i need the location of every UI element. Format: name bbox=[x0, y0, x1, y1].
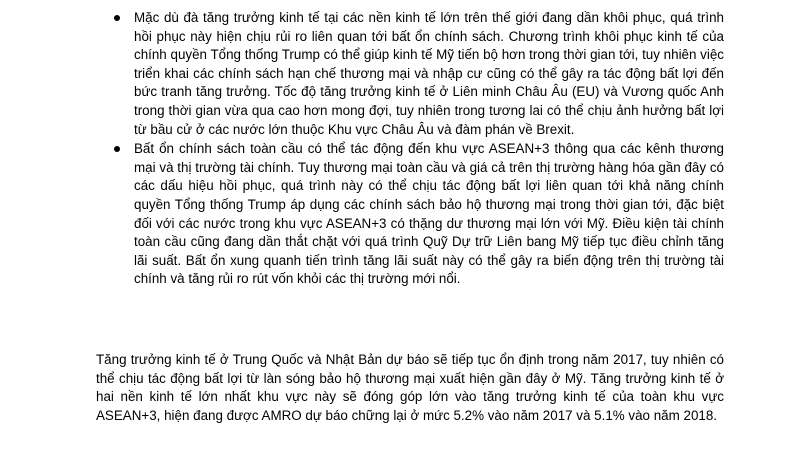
bullet-item bbox=[114, 140, 724, 289]
bullet-icon bbox=[114, 15, 120, 21]
bullet-item bbox=[114, 9, 724, 139]
bullet-icon bbox=[114, 146, 120, 152]
bullet-text: Bất ổn chính sách toàn cầu có thể tác động đến khu vực ASEAN+3 thông qua các kênh thương mại và thị trường tài chính. Tuy thương mại toàn cầu và giá cả trên thị trường hàng hóa gần đây có các dấu hiệu hồi phục, quá trình này có thể chịu tác động bất lợi liên quan tới khả năng chính quyền Tổng thống Trump áp dụng các chính sách bảo hộ thương mại trong thời gian tới, đặc biệt đối với các nước trong khu vực ASEAN+3 có thặng dư thương mại lớn với Mỹ. Điều kiện tài chính toàn cầu cũng đang dần thắt chặt với quá trình Quỹ Dự trữ Liên bang Mỹ tiếp tục điều chỉnh tăng lãi suất. Bất ổn xung quanh tiến trình tăng lãi suất này có thể gây ra biến động trên thị trường tài chính và tăng rủi ro rút vốn khỏi các thị trường mới nổi. bbox=[134, 141, 724, 287]
body-paragraph: Tăng trưởng kinh tế ở Trung Quốc và Nhật Bản dự báo sẽ tiếp tục ổn định trong năm 2017, tuy nhiên có thể chịu tác động bất lợi từ làn sóng bảo hộ thương mại xuất hiện gần đây ở Mỹ. Tăng trưởng kinh tế ở hai nền kinh tế lớn nhất khu vực này sẽ đóng góp lớn vào tăng trưởng kinh tế của toàn khu vực ASEAN+3, hiện đang được AMRO dự báo chững lại ở mức 5.2% vào năm 2017 và 5.1% vào năm 2018. bbox=[96, 352, 724, 423]
bullet-text: Mặc dù đà tăng trưởng kinh tế tại các nền kinh tế lớn trên thế giới đang dần khôi phục, quá trình hồi phục này hiện chịu rủi ro liên quan tới bất ổn chính sách. Chương trình khôi phục kinh tế của chính quyền Tổng thống Trump có thể giúp kinh tế Mỹ tiến bộ hơn trong thời gian tới, tuy nhiên việc triển khai các chính sách hạn chế thương mại và nhập cư cũng có thể gây ra tác động bất lợi đến bức tranh tăng trưởng. Tốc độ tăng trưởng kinh tế ở Liên minh Châu Âu (EU) và Vương quốc Anh trong thời gian vừa qua cao hơn mong đợi, tuy nhiên trong tương lai có thể chịu ảnh hưởng bất lợi từ bầu cử ở các nước lớn thuộc Khu vực Châu Âu và đàm phán về Brexit. bbox=[134, 10, 724, 137]
bullet-list bbox=[114, 9, 724, 289]
